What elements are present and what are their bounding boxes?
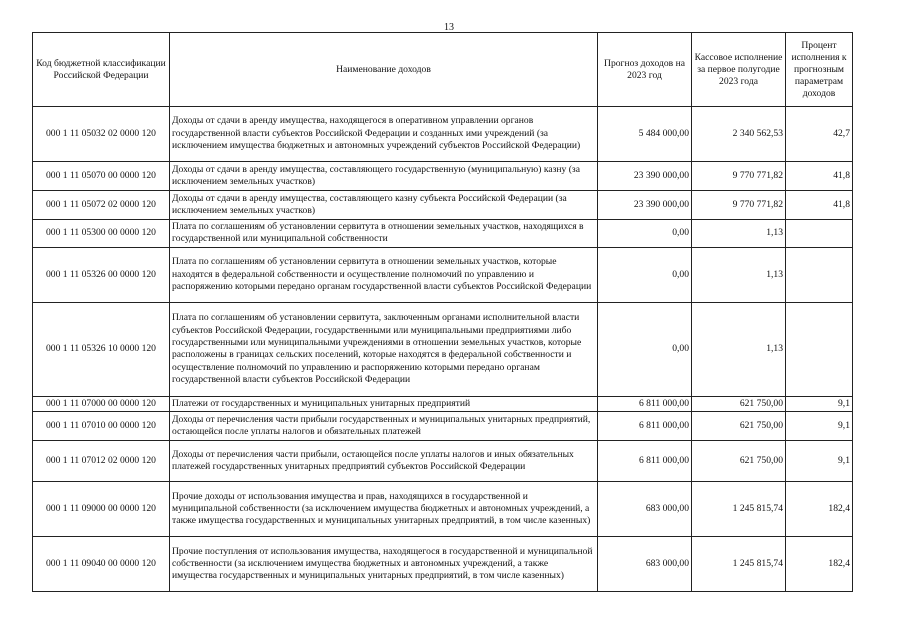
row-plan: 6 811 000,00 — [598, 396, 692, 411]
row-exec: 2 340 562,53 — [692, 107, 786, 162]
row-exec: 621 750,00 — [692, 412, 786, 441]
row-plan: 0,00 — [598, 247, 692, 302]
header-pct: Процент исполнения к прогнозным параметрам доходов — [786, 33, 853, 107]
table-row — [33, 482, 853, 537]
row-code: 000 1 11 07000 00 0000 120 — [33, 396, 170, 411]
row-name: Прочие поступления от использования имущества, находящегося в государственной и муниципальной собственности (за исключением имущества бюджетных и автономных учреждений, а также имущества государственных и муниципальных унитарных предприятий, в том числе казенных) — [170, 537, 598, 592]
row-code: 000 1 11 05072 02 0000 120 — [33, 191, 170, 220]
row-exec: 1,13 — [692, 247, 786, 302]
row-exec: 1 245 815,74 — [692, 482, 786, 537]
row-pct: 41,8 — [786, 191, 853, 220]
table-row — [33, 396, 853, 411]
table-row — [33, 412, 853, 441]
table-row — [33, 247, 853, 302]
row-exec: 621 750,00 — [692, 396, 786, 411]
row-exec: 9 770 771,82 — [692, 191, 786, 220]
row-name: Доходы от перечисления части прибыли, остающейся после уплаты налогов и иных обязательных платежей государственных унитарных предприятий субъектов Российской Федерации — [170, 441, 598, 482]
row-pct: 9,1 — [786, 441, 853, 482]
row-pct — [786, 220, 853, 248]
row-code: 000 1 11 09040 00 0000 120 — [33, 537, 170, 592]
table-row — [33, 220, 853, 248]
header-name: Наименование доходов — [170, 33, 598, 107]
table-row — [33, 162, 853, 191]
row-code: 000 1 11 05326 00 0000 120 — [33, 247, 170, 302]
table-row — [33, 191, 853, 220]
table-header-row — [33, 33, 853, 107]
row-name: Доходы от сдачи в аренду имущества, составляющего казну субъекта Российской Федерации (за исключением земельных участков) — [170, 191, 598, 220]
table-row — [33, 107, 853, 162]
row-name: Доходы от сдачи в аренду имущества, составляющего государственную (муниципальную) казну (за исключением земельных участков) — [170, 162, 598, 191]
row-name: Платежи от государственных и муниципальных унитарных предприятий — [170, 396, 598, 411]
row-plan: 23 390 000,00 — [598, 162, 692, 191]
row-code: 000 1 11 05300 00 0000 120 — [33, 220, 170, 248]
table-row — [33, 537, 853, 592]
row-code: 000 1 11 07012 02 0000 120 — [33, 441, 170, 482]
row-name: Прочие доходы от использования имущества и прав, находящихся в государственной и муниципальной собственности (за исключением имущества бюджетных и автономных учреждений, а также имущества государственных и муниципальных унитарных предприятий, в том числе казенных) — [170, 482, 598, 537]
row-pct: 42,7 — [786, 107, 853, 162]
header-plan: Прогноз доходов на 2023 год — [598, 33, 692, 107]
row-plan: 23 390 000,00 — [598, 191, 692, 220]
row-plan: 683 000,00 — [598, 537, 692, 592]
row-name: Плата по соглашениям об установлении сервитута, заключенным органами исполнительной власти субъектов Российской Федерации, государственными или муниципальными предприятиями либо государственными или муниципальными учреждениями в отношении земельных участков, которые расположены в границах сельских поселений, которые находятся в федеральной собственности и осуществление полномочий по управлению и распоряжению которыми передано органам государственной власти субъектов Российской Федерации — [170, 302, 598, 396]
revenue-table — [32, 32, 853, 592]
header-code: Код бюджетной классификации Российской Федерации — [33, 33, 170, 107]
row-pct: 41,8 — [786, 162, 853, 191]
row-code: 000 1 11 05032 02 0000 120 — [33, 107, 170, 162]
row-exec: 1,13 — [692, 220, 786, 248]
row-pct: 182,4 — [786, 537, 853, 592]
row-pct: 182,4 — [786, 482, 853, 537]
row-code: 000 1 11 05070 00 0000 120 — [33, 162, 170, 191]
row-code: 000 1 11 05326 10 0000 120 — [33, 302, 170, 396]
row-plan: 0,00 — [598, 220, 692, 248]
row-plan: 6 811 000,00 — [598, 412, 692, 441]
row-plan: 6 811 000,00 — [598, 441, 692, 482]
row-pct — [786, 247, 853, 302]
row-code: 000 1 11 07010 00 0000 120 — [33, 412, 170, 441]
row-name: Доходы от сдачи в аренду имущества, находящегося в оперативном управлении органов государственной власти субъектов Российской Федерации и созданных ими учреждений (за исключением имущества бюджетных и автономных учреждений субъектов Российской Федерации) — [170, 107, 598, 162]
row-code: 000 1 11 09000 00 0000 120 — [33, 482, 170, 537]
row-pct: 9,1 — [786, 412, 853, 441]
row-pct — [786, 302, 853, 396]
row-plan: 0,00 — [598, 302, 692, 396]
row-exec: 9 770 771,82 — [692, 162, 786, 191]
row-exec: 1,13 — [692, 302, 786, 396]
row-exec: 621 750,00 — [692, 441, 786, 482]
table-row — [33, 302, 853, 396]
row-exec: 1 245 815,74 — [692, 537, 786, 592]
row-plan: 683 000,00 — [598, 482, 692, 537]
table-row — [33, 441, 853, 482]
row-name: Доходы от перечисления части прибыли государственных и муниципальных унитарных предприятий, остающейся после уплаты налогов и обязательных платежей — [170, 412, 598, 441]
page-number: 13 — [444, 22, 454, 33]
row-pct: 9,1 — [786, 396, 853, 411]
row-name: Плата по соглашениям об установлении сервитута в отношении земельных участков, которые находятся в федеральной собственности и осуществление полномочий по управлению и распоряжению которыми передано органам государственной власти субъектов Российской Федерации — [170, 247, 598, 302]
header-exec: Кассовое исполнение за первое полугодие 2023 года — [692, 33, 786, 107]
row-plan: 5 484 000,00 — [598, 107, 692, 162]
table-body — [33, 107, 853, 592]
row-name: Плата по соглашениям об установлении сервитута в отношении земельных участков, находящихся в государственной или муниципальной собственности — [170, 220, 598, 248]
